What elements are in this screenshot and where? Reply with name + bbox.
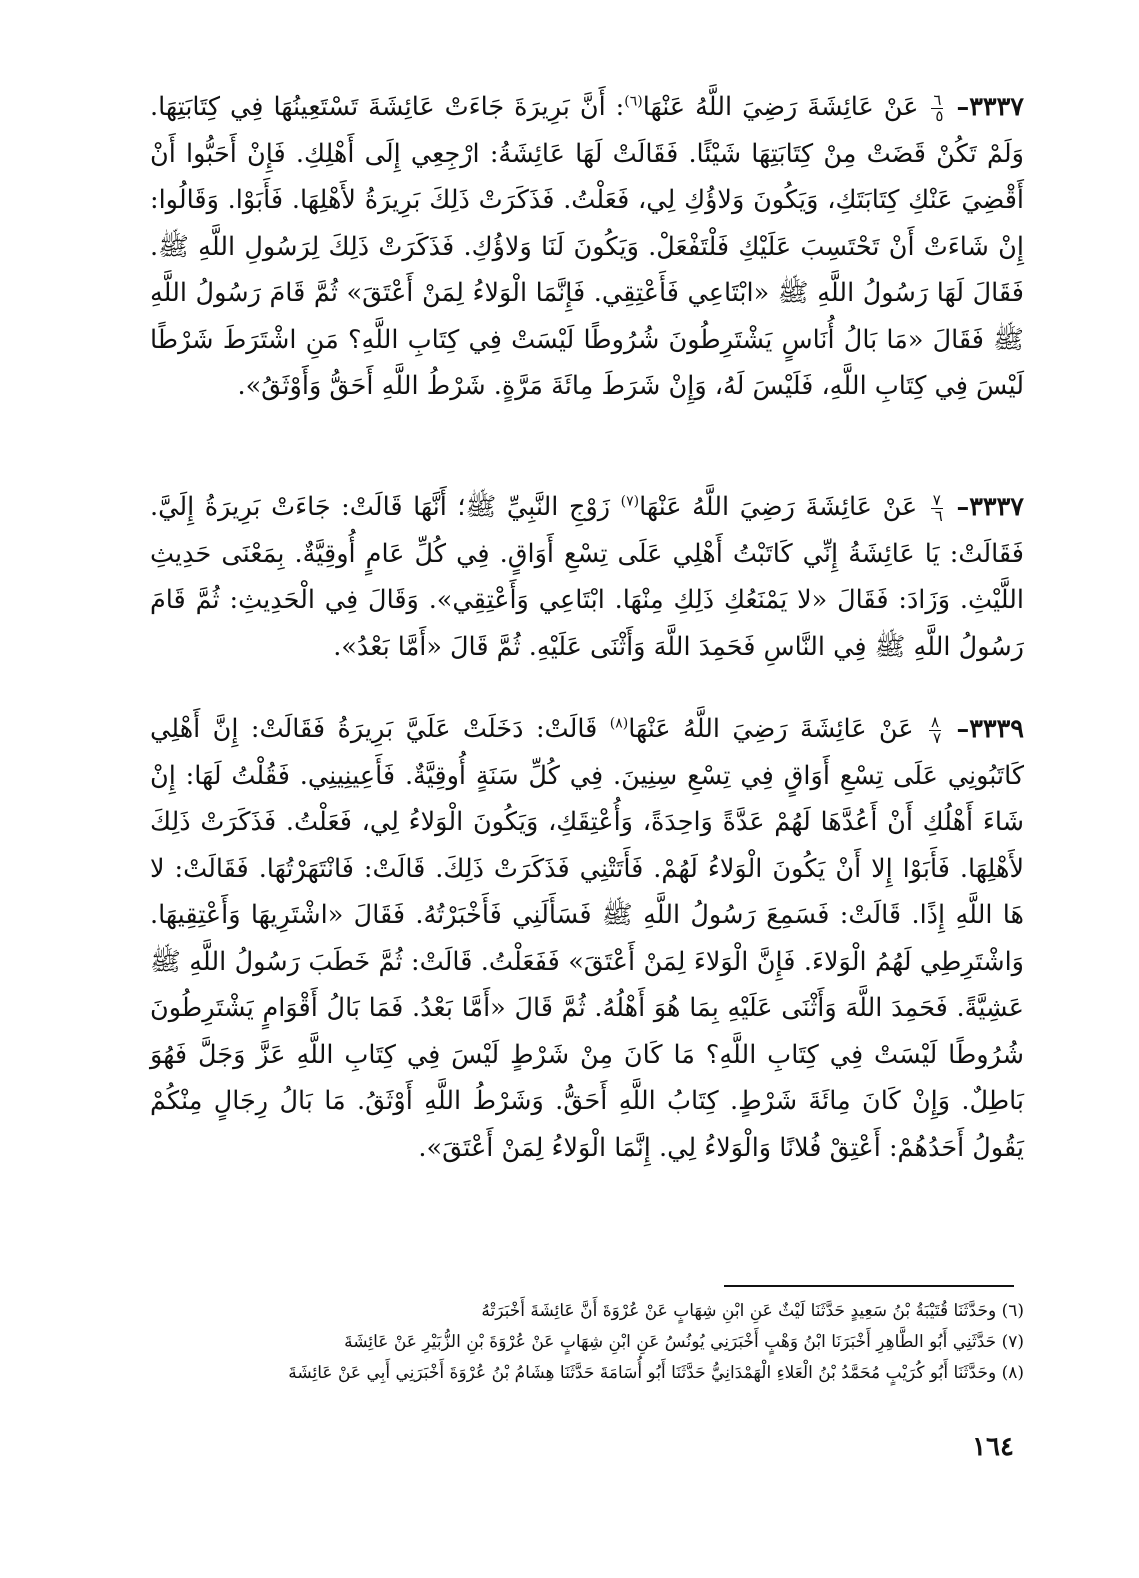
hadith-number: ٣٣٣٧– [956,492,1024,522]
hadith-body: زَوْجِ النَّبِيِّ ﷺ؛ أَنَّهَا قَالَتْ: جَاءَتْ بَرِيرَةُ إِلَيَّ. فَقَالَتْ: يَا عَائِشَةُ إِنِّي كَاتَبْتُ أَهْلِي عَلَى تِسْعِ أَوَاقٍ. فِي كُلِّ عَامٍ أُوقِيَّةٌ. بِمَعْنَى حَدِيثِ اللَّيْثِ. وَزَادَ: فَقَالَ «لا يَمْنَعُكِ ذَلِكِ مِنْهَا. ابْتَاعِي وَأَعْتِقِي». وَقَالَ فِي الْحَدِيثِ: ثُمَّ قَامَ رَسُولُ اللَّهِ ﷺ فِي النَّاسِ فَحَمِدَ اللَّهَ وَأَثْنَى عَلَيْهِ. ثُمَّ قَالَ «أَمَّا بَعْدُ». [150,492,1024,662]
footnote-marker: (٨) [609,715,629,732]
footnote-number: (٦) [1001,1301,1024,1321]
hadith-3337-b [150,484,1024,670]
hadith-number: ٣٣٣٩– [956,714,1024,744]
hadith-3339 [150,706,1024,1171]
hadith-opening: عَنْ عَائِشَةَ رَضِيَ اللَّهُ عَنْهَا [642,92,919,122]
footnote-text: حَدَّثَنِي أَبُو الطَّاهِرِ أَخْبَرَنَا ابْنُ وَهْبٍ أَخْبَرَنِي يُونُسُ عَنِ ابْنِ شِهَابٍ عَنْ عُرْوَةَ بْنِ الزُّبَيْرِ عَنْ عَائِشَةَ [344,1332,997,1352]
hadith-reference-fraction: $\frac{٨}{٧}$ [930,712,942,747]
footnote-marker: (٦) [624,93,643,110]
hadith-reference-fraction: $\frac{٦}{٥}$ [933,90,944,125]
hadith-body: : أَنَّ بَرِيرَةَ جَاءَتْ عَائِشَةَ تَسْتَعِينُهَا فِي كِتَابَتِهَا. وَلَمْ تَكُنْ قَضَتْ مِنْ كِتَابَتِهَا شَيْئًا. فَقَالَتْ لَهَا عَائِشَةُ: ارْجِعِي إِلَى أَهْلِكِ. فَإِنْ أَحَبُّوا أَنْ أَقْضِيَ عَنْكِ كِتَابَتَكِ، وَيَكُونَ وَلاؤُكِ لِي، فَعَلْتُ. فَذَكَرَتْ ذَلِكَ بَرِيرَةُ لأَهْلِهَا. فَأَبَوْا. وَقَالُوا: إِنْ شَاءَتْ أَنْ تَحْتَسِبَ عَلَيْكِ فَلْتَفْعَلْ. وَيَكُونَ لَنَا وَلاؤُكِ. فَذَكَرَتْ ذَلِكَ لِرَسُولِ اللَّهِ ﷺ. فَقَالَ لَهَا رَسُولُ اللَّهِ ﷺ «ابْتَاعِي فَأَعْتِقِي. فَإِنَّمَا الْوَلاءُ لِمَنْ أَعْتَقَ» ثُمَّ قَامَ رَسُولُ اللَّهِ ﷺ فَقَالَ «مَا بَالُ أُنَاسٍ يَشْتَرِطُونَ شُرُوطًا لَيْسَتْ فِي كِتَابِ اللَّهِ؟ مَنِ اشْتَرَطَ شَرْطًا لَيْسَ فِي كِتَابِ اللَّهِ، فَلَيْسَ لَهُ، وَإِنْ شَرَطَ مِائَةَ مَرَّةٍ. شَرْطُ اللَّهِ أَحَقُّ وَأَوْثَقُ». [150,92,1024,401]
footnote-text: وحَدَّثَنَا قُتَيْبَةُ بْنُ سَعِيدٍ حَدَّثَنَا لَيْثٌ عَنِ ابْنِ شِهَابٍ عَنْ عُرْوَةَ أَنَّ عَائِشَةَ أَخْبَرَتْهُ [481,1301,997,1321]
footnote-text: وحَدَّثَنَا أَبُو كُرَيْبٍ مُحَمَّدُ بْنُ الْعَلاءِ الْهَمْدَانِيُّ حَدَّثَنَا أَبُو أُسَامَةَ حَدَّثَنَا هِشَامُ بْنُ عُرْوَةَ أَخْبَرَنِي أَبِي عَنْ عَائِشَةَ [288,1363,997,1383]
hadith-reference-fraction: $\frac{٧}{٦}$ [932,490,943,525]
footnote-divider [724,1285,1014,1287]
footnote-number: (٨) [1001,1363,1024,1383]
hadith-3337-a [150,84,1024,410]
page-number: ١٦٤ [972,1432,1014,1462]
footnotes [150,1296,1024,1389]
hadith-opening: عَنْ عَائِشَةَ رَضِيَ اللَّهُ عَنْهَا [628,714,914,744]
footnote-7 [150,1327,1024,1358]
hadith-body: قَالَتْ: دَخَلَتْ عَلَيَّ بَرِيرَةُ فَقَالَتْ: إِنَّ أَهْلِي كَاتَبُونِي عَلَى تِسْعِ أَوَاقٍ فِي تِسْعِ سِنِينَ. فِي كُلِّ سَنَةٍ أُوقِيَّةٌ. فَأَعِينِينِي. فَقُلْتُ لَهَا: إِنْ شَاءَ أَهْلُكِ أَنْ أَعُدَّهَا لَهُمْ عَدَّةً وَاحِدَةً، وَأُعْتِقَكِ، وَيَكُونَ الْوَلاءُ لِي، فَعَلْتُ. فَذَكَرَتْ ذَلِكَ لأَهْلِهَا. فَأَبَوْا إِلا أَنْ يَكُونَ الْوَلاءُ لَهُمْ. فَأَتَتْنِي فَذَكَرَتْ ذَلِكَ. قَالَتْ: فَانْتَهَرْتُهَا. فَقَالَتْ: لا هَا اللَّهِ إِذًا. قَالَتْ: فَسَمِعَ رَسُولُ اللَّهِ ﷺ فَسَأَلَنِي فَأَخْبَرْتُهُ. فَقَالَ «اشْتَرِيهَا وَأَعْتِقِيهَا. وَاشْتَرِطِي لَهُمُ الْوَلاءَ. فَإِنَّ الْوَلاءَ لِمَنْ أَعْتَقَ» فَفَعَلْتُ. قَالَتْ: ثُمَّ خَطَبَ رَسُولُ اللَّهِ ﷺ عَشِيَّةً. فَحَمِدَ اللَّهَ وَأَثْنَى عَلَيْهِ بِمَا هُوَ أَهْلُهُ. ثُمَّ قَالَ «أَمَّا بَعْدُ. فَمَا بَالُ أَقْوَامٍ يَشْتَرِطُونَ شُرُوطًا لَيْسَتْ فِي كِتَابِ اللَّهِ؟ مَا كَانَ مِنْ شَرْطٍ لَيْسَ فِي كِتَابِ اللَّهِ عَزَّ وَجَلَّ فَهُوَ بَاطِلٌ. وَإِنْ كَانَ مِائَةَ شَرْطٍ. كِتَابُ اللَّهِ أَحَقُّ. وَشَرْطُ اللَّهِ أَوْثَقُ. مَا بَالُ رِجَالٍ مِنْكُمْ يَقُولُ أَحَدُهُمْ: أَعْتِقْ فُلانًا وَالْوَلاءُ لِي. إِنَّمَا الْوَلاءُ لِمَنْ أَعْتَقَ». [150,714,1024,1163]
footnote-6 [150,1296,1024,1327]
hadith-opening: عَنْ عَائِشَةَ رَضِيَ اللَّهُ عَنْهَا [639,492,918,522]
footnote-marker: (٧) [620,493,640,510]
footnote-number: (٧) [1001,1332,1024,1352]
footnote-8 [150,1358,1024,1389]
hadith-number: ٣٣٣٧– [956,92,1024,122]
